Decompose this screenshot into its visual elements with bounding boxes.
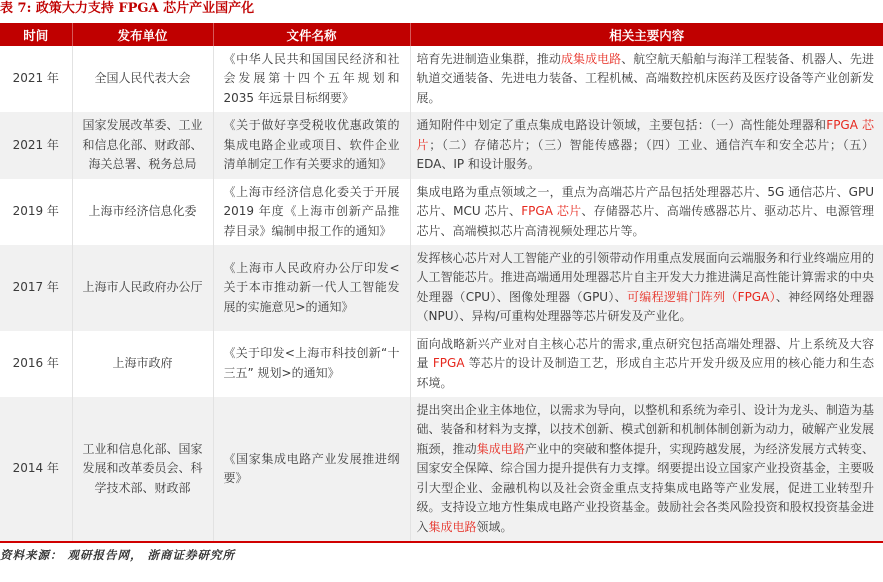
column-header: 时间 bbox=[0, 23, 72, 46]
doc-cell: 《国家集成电路产业发展推进纲要》 bbox=[213, 397, 410, 542]
table-row bbox=[0, 331, 883, 397]
highlighted-term: 集成电路 bbox=[428, 519, 477, 534]
highlighted-term: FPGA 芯片 bbox=[416, 118, 874, 152]
doc-cell: 《关于做好享受税收优惠政策的集成电路企业或项目、软件企业清单制定工作有关要求的通知》 bbox=[213, 112, 410, 178]
content-cell bbox=[410, 245, 883, 331]
content-text: 通知附件中划定了重点集成电路设计领域，主要包括：（一）高性能处理器和 bbox=[416, 118, 827, 133]
policy-table bbox=[0, 23, 883, 543]
table-row bbox=[0, 46, 883, 112]
highlighted-term: FPGA bbox=[432, 356, 465, 371]
content-text: 集成电路为重点领域之一，重点为高端芯片产品包括处理器芯片、5G 通信芯片、GPU 芯片、MCU 芯片、 bbox=[416, 184, 874, 219]
highlighted-term: 成集成电路 bbox=[560, 52, 622, 66]
content-text: 等芯片的设计及制造工艺，形成自主芯片开发升级及应用的核心能力和生态环境。 bbox=[416, 356, 874, 390]
highlighted-term: 集成电路 bbox=[476, 441, 525, 456]
table-body bbox=[0, 46, 883, 542]
unit-cell: 上海市经济信息化委 bbox=[72, 179, 213, 245]
content-text: 产业中的突破和整体提升，实现跨越发展，为经济发展方式转变、国家安全保障、综合国力提升提供有力支撑。纲要提出设立国家产业投资基金，主要吸引大型企业、金融机构以及社会资金重点支持集成电路等产业发展，促进工业转型升级。支持设立地方性集成电路产业投资基金。鼓励社会各类风险投资和股权投资基金进入 bbox=[416, 441, 874, 534]
unit-cell: 上海市政府 bbox=[72, 331, 213, 397]
unit-cell: 国家发展改革委、工业和信息化部、财政部、海关总署、税务总局 bbox=[72, 112, 213, 178]
unit-cell: 全国人民代表大会 bbox=[72, 46, 213, 112]
content-cell bbox=[410, 397, 883, 542]
content-cell bbox=[410, 331, 883, 397]
content-cell bbox=[410, 179, 883, 245]
content-cell bbox=[410, 46, 883, 112]
time-cell: 2021 年 bbox=[12, 137, 59, 152]
content-text: 面向战略新兴产业对自主核心芯片的需求,重点研究包括高端处理器、片上系统及大容量 bbox=[416, 336, 874, 371]
content-text: 、航空航天船舶与海洋工程装备、机器人、先进轨道交通装备、先进电力装备、工程机械、高端数控机床医药及医疗设备等产业创新发展。 bbox=[416, 52, 874, 105]
table-row bbox=[0, 397, 883, 542]
content-text: ；（二）存储芯片；（三）智能传感器；（四）工业、通信汽车和安全芯片；（五）EDA、IP 和设计服务。 bbox=[416, 137, 874, 172]
time-cell: 2019 年 bbox=[12, 204, 59, 219]
table-title: 表 7: 政策大力支持 FPGA 芯片产业国产化 bbox=[0, 1, 255, 16]
time-cell: 2014 年 bbox=[12, 461, 59, 476]
content-text: 培育先进制造业集群，推动 bbox=[416, 52, 561, 66]
content-text: 领域。 bbox=[476, 519, 513, 534]
time-cell: 2021 年 bbox=[12, 71, 59, 86]
table-row bbox=[0, 112, 883, 178]
table-row bbox=[0, 179, 883, 245]
content-cell bbox=[410, 112, 883, 178]
header-row bbox=[0, 23, 883, 46]
content-text: 、存储器芯片、高端传感器芯片、驱动芯片、电源管理芯片、高端模拟芯片高清视频处理芯片等。 bbox=[416, 204, 874, 238]
doc-cell: 《上海市经济信息化委关于开展 2019 年度《上海市创新产品推荐目录》编制申报工作的通知》 bbox=[213, 179, 410, 245]
content-text: 发挥核心芯片对人工智能产业的引领带动作用重点发展面向云端服务和行业终端应用的人工智能芯片。推进高端通用处理器芯片自主开发大力推进满足高性能计算需求的中央处理器（CPU）、图像处理器（GPU）、 bbox=[416, 250, 874, 304]
column-header: 相关主要内容 bbox=[410, 23, 883, 46]
content-text: 提出突出企业主体地位，以需求为导向，以整机和系统为牵引、设计为龙头、制造为基础、装备和材料为支撑，以技术创新、模式创新和机制体制创新为动力，破解产业发展瓶颈，推动 bbox=[416, 403, 874, 456]
doc-cell: 《上海市人民政府办公厅印发<关于本市推动新一代人工智能发展的实施意见>的通知》 bbox=[213, 245, 410, 331]
unit-cell: 工业和信息化部、国家发展和改革委员会、科学技术部、财政部 bbox=[72, 397, 213, 542]
time-cell: 2016 年 bbox=[12, 356, 59, 371]
column-header: 文件名称 bbox=[213, 23, 410, 46]
column-header: 发布单位 bbox=[72, 23, 213, 46]
content-text: 、神经网络处理器（NPU）、异构/可重构处理器等芯片研发及产业化。 bbox=[416, 289, 874, 324]
doc-cell: 《关于印发<上海市科技创新“十三五” 规划>的通知》 bbox=[213, 331, 410, 397]
time-cell: 2017 年 bbox=[12, 280, 59, 295]
table-row bbox=[0, 245, 883, 331]
source-note: 资料来源： 观研报告网， 浙商证券研究所 bbox=[0, 548, 236, 563]
highlighted-term: 可编程逻辑门阵列（FPGA） bbox=[626, 289, 776, 304]
unit-cell: 上海市人民政府办公厅 bbox=[72, 245, 213, 331]
doc-cell: 《中华人民共和国国民经济和社会发展第十四个五年规划和 2035 年远景目标纲要》 bbox=[213, 46, 410, 112]
highlighted-term: FPGA 芯片 bbox=[521, 204, 582, 219]
